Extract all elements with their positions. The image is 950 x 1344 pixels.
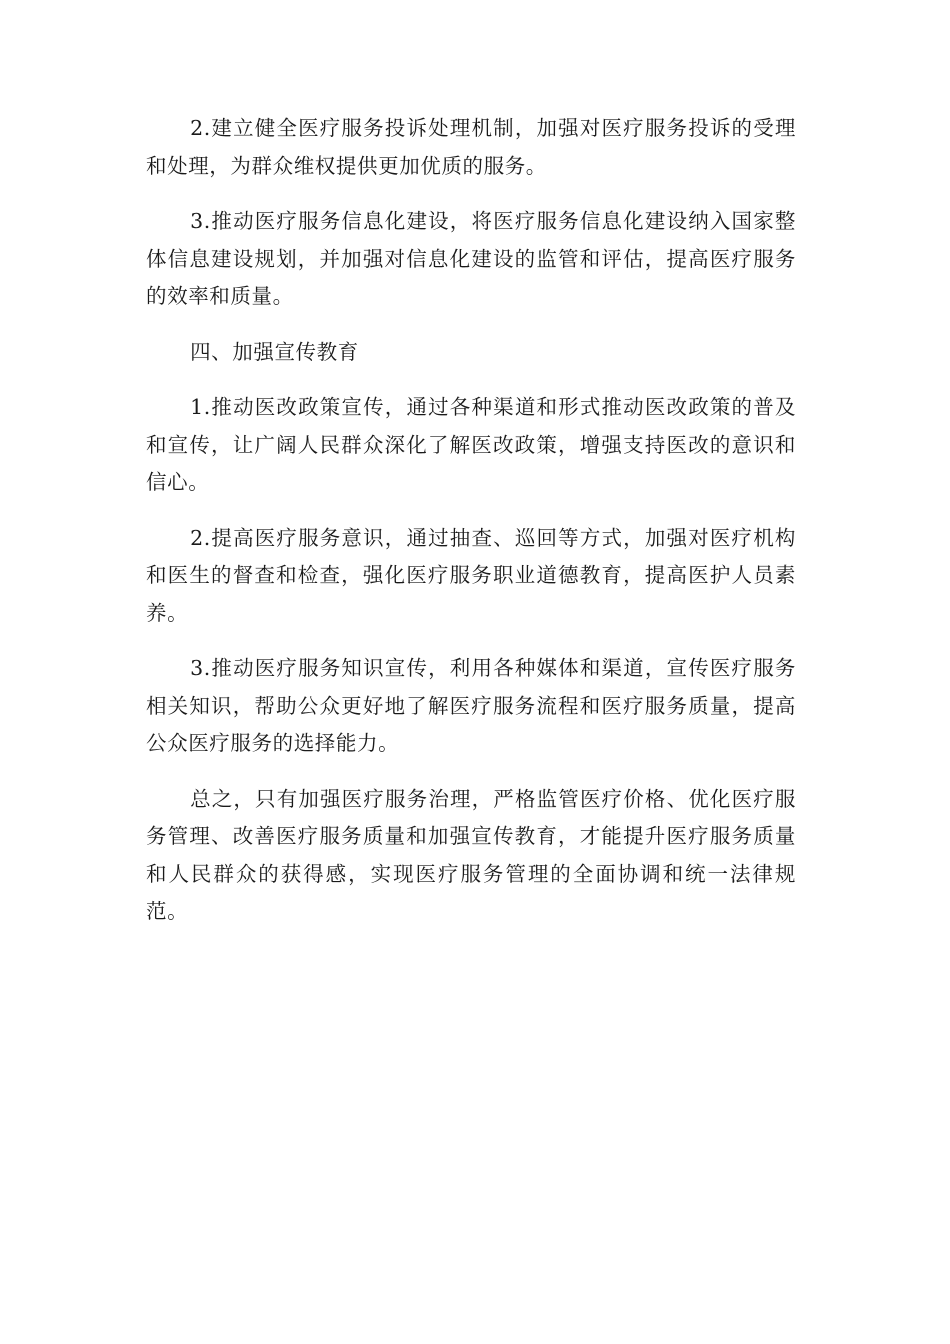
document-body	[146, 110, 796, 949]
paragraph-conclusion: 总之，只有加强医疗服务治理，严格监管医疗价格、优化医疗服务管理、改善医疗服务质量和加强宣传教育，才能提升医疗服务质量和人民群众的获得感，实现医疗服务管理的全面协调和统一法律规范。	[146, 786, 796, 923]
paragraph-policy-publicity: 1.推动医改政策宣传，通过各种渠道和形式推动医改政策的普及和宣传，让广阔人民群众深化了解医改政策，增强支持医改的意识和信心。	[146, 395, 796, 494]
section-heading-publicity: 四、加强宣传教育	[190, 339, 359, 364]
paragraph-complaint-mechanism: 2.建立健全医疗服务投诉处理机制，加强对医疗服务投诉的受理和处理，为群众维权提供更加优质的服务。	[146, 116, 796, 178]
paragraph-informatization: 3.推动医疗服务信息化建设，将医疗服务信息化建设纳入国家整体信息建设规划，并加强对信息化建设的监管和评估，提高医疗服务的效率和质量。	[146, 209, 796, 308]
paragraph-knowledge-publicity: 3.推动医疗服务知识宣传，利用各种媒体和渠道，宣传医疗服务相关知识，帮助公众更好地了解医疗服务流程和医疗服务质量，提高公众医疗服务的选择能力。	[146, 656, 796, 755]
paragraph-service-awareness: 2.提高医疗服务意识，通过抽查、巡回等方式，加强对医疗机构和医生的督查和检查，强化医疗服务职业道德教育，提高医护人员素养。	[146, 525, 796, 625]
